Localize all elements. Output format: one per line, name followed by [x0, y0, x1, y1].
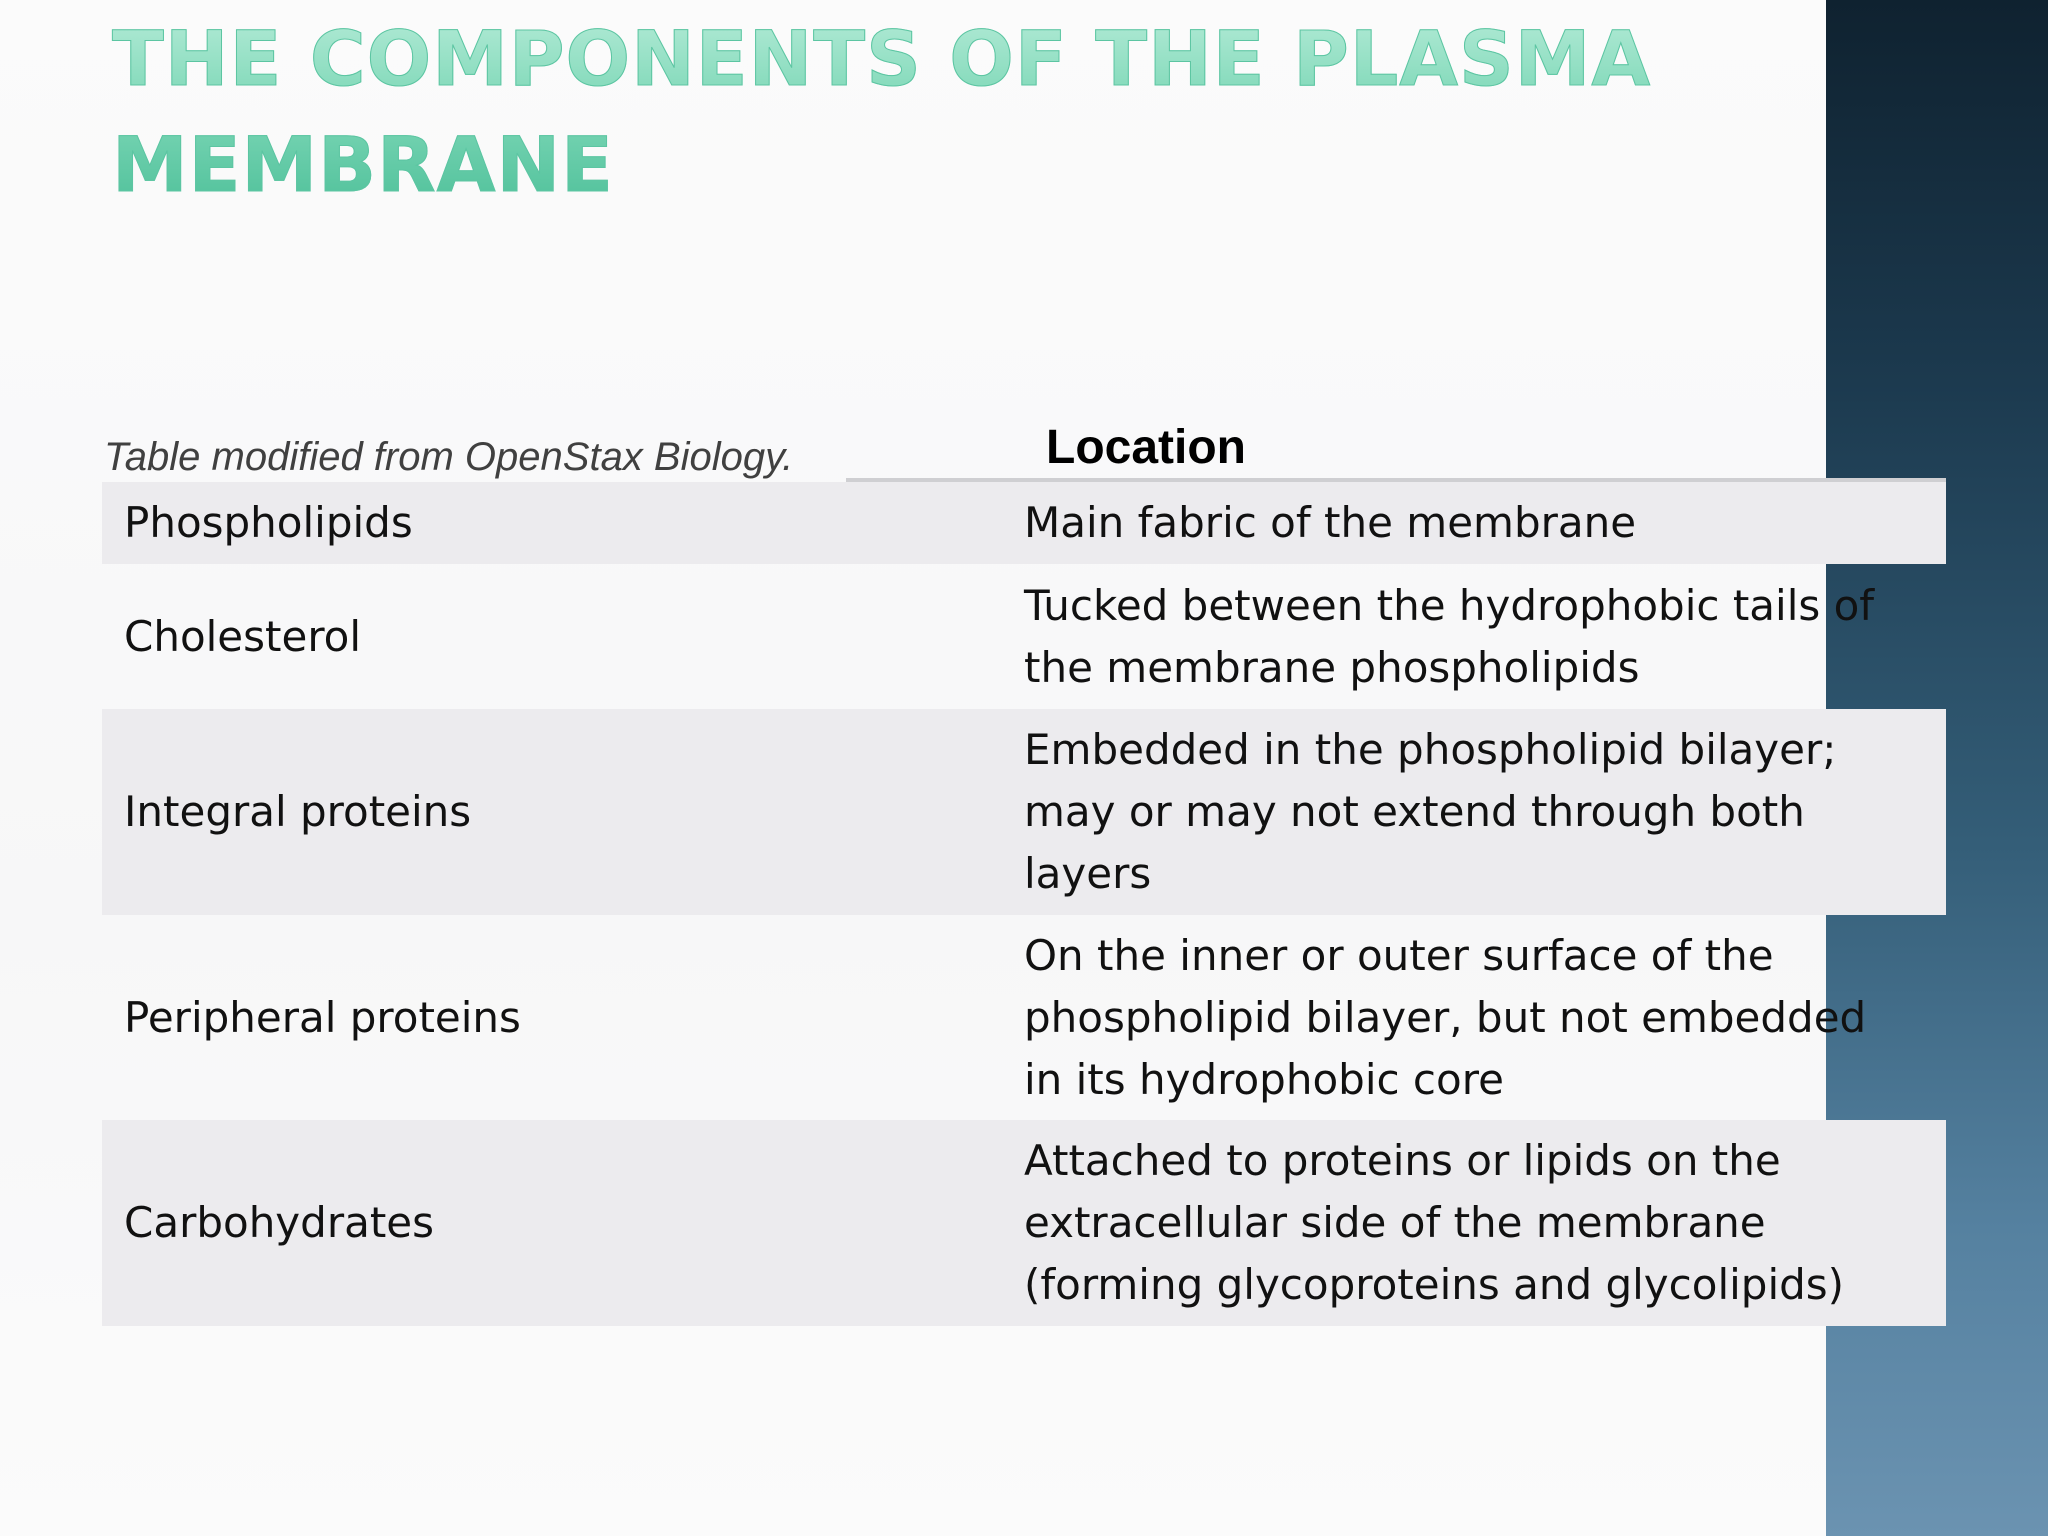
component-cell: Phospholipids [124, 498, 413, 547]
location-cell: On the inner or outer surface of the phospholipid bilayer, but not embedded in its hydrophobic core [1024, 930, 1867, 1104]
column-header-location: Location [1046, 421, 1246, 474]
table-row [102, 1120, 1946, 1326]
table-row [102, 915, 1946, 1120]
location-cell: Tucked between the hydrophobic tails of the membrane phospholipids [1024, 580, 1875, 692]
location-cell: Attached to proteins or lipids on the extracellular side of the membrane (forming glycoproteins and glycolipids) [1024, 1136, 1845, 1309]
table-source-caption: Table modified from OpenStax Biology. [104, 435, 794, 479]
component-cell: Carbohydrates [124, 1198, 435, 1247]
slide-title: THE COMPONENTS OF THE PLASMA MEMBRANE [112, 6, 1752, 218]
location-cell: Main fabric of the membrane [1024, 498, 1637, 547]
component-cell: Integral proteins [124, 787, 472, 836]
table-row [102, 482, 1946, 564]
components-table [102, 482, 1946, 1326]
table-row [102, 709, 1946, 915]
component-cell: Cholesterol [124, 611, 362, 661]
table-row [102, 564, 1946, 709]
component-cell: Peripheral proteins [124, 992, 521, 1042]
location-cell: Embedded in the phospholipid bilayer; may or may not extend through both layers [1024, 725, 1837, 898]
